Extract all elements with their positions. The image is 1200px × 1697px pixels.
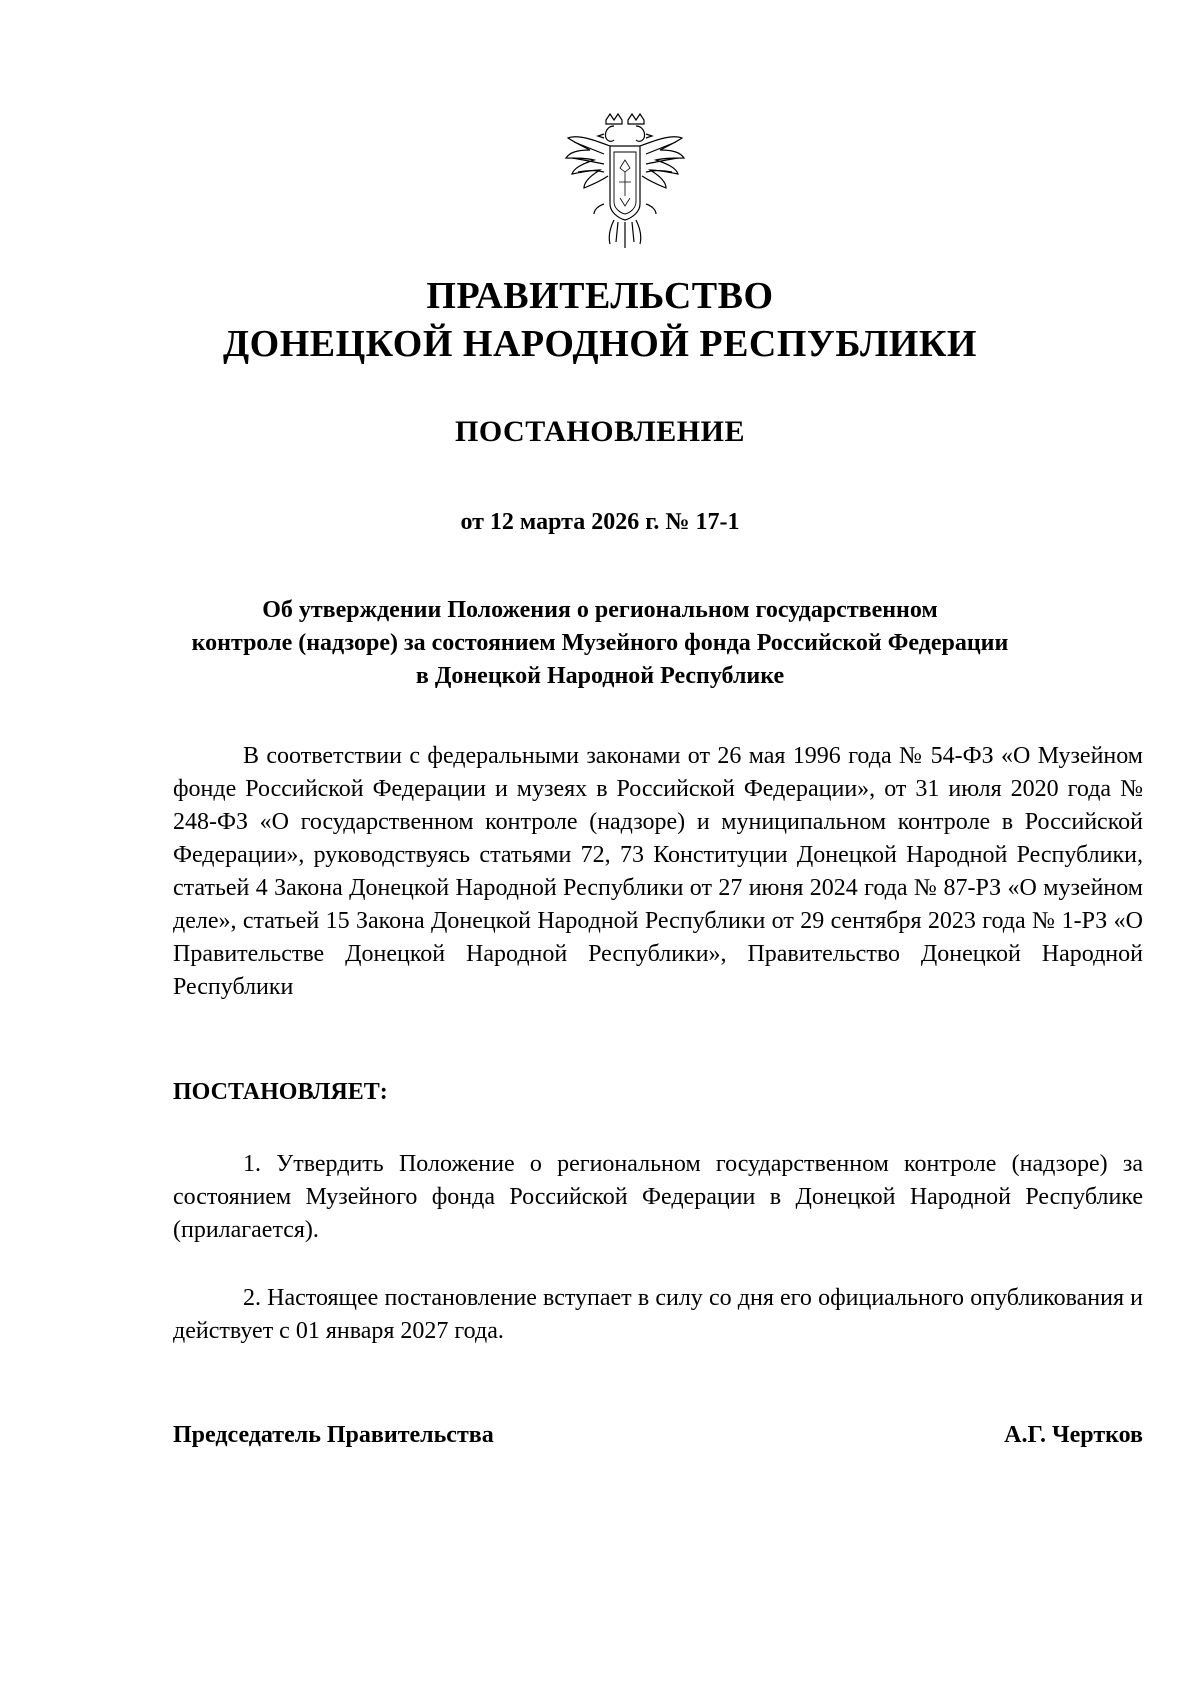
signatory-name: А.Г. Чертков: [1004, 1422, 1143, 1448]
organization-title-line1: ПРАВИТЕЛЬСТВО: [426, 275, 774, 317]
signatory-role: Председатель Правительства: [173, 1422, 494, 1448]
resolves-heading: ПОСТАНОВЛЯЕТ:: [173, 1079, 388, 1105]
preamble-paragraph: В соответствии с федеральными законами от 26 мая 1996 года № 54-ФЗ «О Музейном фонде Российской Федерации и музеях в Российской Федерации», от 31 июля 2020 года № 248-ФЗ «О государственном контроле (надзоре) и муниципальном контроле в Российской Федерации», руководствуясь статьями 72, 73 Конституции Донецкой Народной Республики, статьей 4 Закона Донецкой Народной Республики от 27 июня 2024 года № 87-РЗ «О музейном деле», статьей 15 Закона Донецкой Народной Республики от 29 сентября 2023 года № 1-РЗ «О Правительстве Донецкой Народной Республики», Правительство Донецкой Народной Республики: [173, 743, 1143, 1000]
subject-line3: в Донецкой Народной Республике: [415, 663, 785, 689]
subject-line2: контроле (надзоре) за состоянием Музейного фонда Российской Федерации: [191, 630, 1009, 656]
document-subject: [150, 594, 1050, 693]
double-headed-eagle-emblem-icon: [564, 112, 686, 252]
resolution-item-2: 2. Настоящее постановление вступает в силу со дня его официального опубликования и действует с 01 января 2027 года.: [173, 1285, 1143, 1344]
resolution-item-1: 1. Утвердить Положение о региональном государственном контроле (надзоре) за состоянием Музейного фонда Российской Федерации в Донецкой Народной Республике (прилагается).: [173, 1151, 1143, 1243]
organization-title-line2: ДОНЕЦКОЙ НАРОДНОЙ РЕСПУБЛИКИ: [223, 323, 977, 365]
document-type-heading: ПОСТАНОВЛЕНИЕ: [455, 415, 745, 448]
document-date-number: от 12 марта 2026 г. № 17-1: [460, 509, 740, 535]
subject-line1: Об утверждении Положения о региональном государственном: [262, 597, 938, 623]
